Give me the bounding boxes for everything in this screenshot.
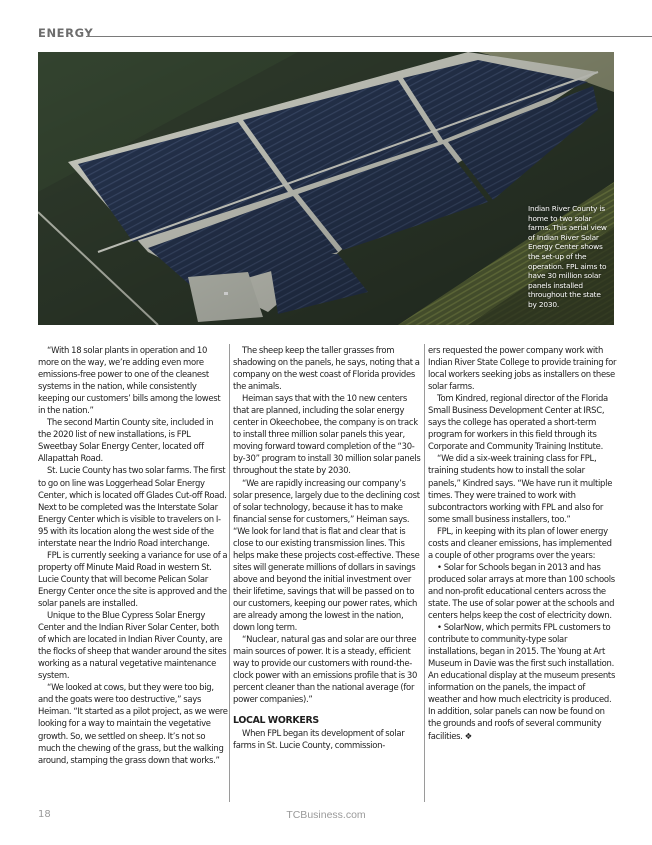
- bullet-item: • Solar for Schools began in 2013 and has produced solar arrays at more than 100 schools and non-profit educational centers across the state. The use of solar power at the schools and centers helps keep the cost of electricity down.: [428, 561, 615, 621]
- section-label: ENERGY: [38, 26, 94, 40]
- paragraph: FPL, in keeping with its plan of lower energy costs and cleaner emissions, has implemented a couple of other programs over the years:: [428, 525, 612, 560]
- article-column-2: [233, 344, 423, 752]
- paragraph: “We are rapidly increasing our company’s solar presence, largely due to the declining cost of solar technology, because it has to make financial sense for customers,” Heiman says. “We look for land that is flat and clear that is close to our existing transmission lines. This helps make these projects cost-effective. These sites will generate millions of dollars in savings above and beyond the initial investment over their lifetime, savings that will be passed on to our customers, keeping our power rates, which are already among the lowest in the nation, down long term.: [233, 477, 420, 633]
- paragraph: “We did a six-week training class for FPL, training students how to install the solar panels,” Kindred says. “We have run it multiple times. They were trained to work with subcontractors working with FPL and also for some small business installers, too.”: [428, 453, 613, 524]
- paragraph: ers requested the power company work with Indian River State College to provide training for local workers seeking jobs as installers on these solar farms.: [428, 345, 617, 392]
- section-header: [38, 26, 652, 42]
- bullet-item: • SolarNow, which permits FPL customers to contribute to community-type solar installations, began in 2015. The Young at Art Museum in Davie was the first such installation. An educational display at the museum presents information on the panels, the impact of weather and how much electricity is produced. In addition, solar panels can now be found on the grounds and roofs of several community facilities. ❖: [428, 622, 616, 741]
- paragraph: The second Martin County site, included in the 2020 list of new installations, is FPL Sweetbay Solar Energy Center, located off Allapattah Road.: [38, 417, 214, 464]
- paragraph: Heiman says that with the 10 new centers that are planned, including the solar energy center in Okeechobee, the company is on track to install three million solar panels this year, moving forward toward completion of the “30-by-30” program to install 30 million solar panels throughout the state by 2030.: [233, 393, 421, 476]
- paragraph: FPL is currently seeking a variance for use of a property off Minute Maid Road in western St. Lucie County that will become Pelican Solar Energy Center once the site is approved and the solar panels are installed.: [38, 549, 228, 608]
- aerial-photo: [38, 52, 614, 325]
- article-column-3: [428, 344, 618, 742]
- paragraph: “Nuclear, natural gas and solar are our three main sources of power. It is a steady, efficient way to provide our customers with round-the-clock power with an emissions profile that is 30 percent cleaner than the national average (for power companies).”: [233, 634, 418, 705]
- paragraph: Tom Kindred, regional director of the Florida Small Business Development Center at IRSC, says the college has operated a short-term program for workers in this field through its Corporate and Community Training Institute.: [428, 393, 608, 452]
- paragraph: When FPL began its development of solar farms in St. Lucie County, commission-: [233, 728, 405, 751]
- paragraph: St. Lucie County has two solar farms. The first to go on line was Loggerhead Solar Energy Center, which is located off Glades Cut-off Road. Next to be completed was the Interstate Solar Energy Center which is visible to travelers on I-95 with its location along the west side of the interstate near the Indrio Road interchange.: [38, 465, 227, 548]
- column-divider: [229, 344, 230, 802]
- footer-site-link[interactable]: TCBusiness.com: [286, 809, 366, 821]
- paragraph: Unique to the Blue Cypress Solar Energy Center and the Indian River Solar Center, both of which are located in Indian River County, are the flocks of sheep that wander around the sites working as a natural vegetative maintenance system.: [38, 610, 227, 681]
- page-number: 18: [38, 809, 51, 820]
- paragraph: “We looked at cows, but they were too big, and the goats were too destructive,” says Heiman. “It started as a pilot project, as we were looking for a way to maintain the vegetative growth. So, we settled on sheep. It’s not so much the chewing of the grass, but the walking around, stamping the grass down that works.”: [38, 682, 228, 765]
- subheading-local-workers: LOCAL WORKERS: [233, 715, 319, 727]
- paragraph: “With 18 solar plants in operation and 10 more on the way, we’re adding even more emissions-free power to one of the cleanest systems in the nation, while consistently keeping our customers’ bills among the lowest in the nation.”: [38, 345, 221, 416]
- paragraph: The sheep keep the taller grasses from shadowing on the panels, he says, noting that a company on the west coast of Florida provides the animals.: [233, 345, 420, 392]
- column-divider: [424, 344, 425, 802]
- article-column-1: [38, 344, 228, 766]
- section-rule: [86, 36, 652, 37]
- photo-caption: Indian River County is home to two solar farms. This aerial view of Indian River Solar Energy Center shows the set-up of the operation. FPL aims to have 30 million solar panels installed throughout the state by 2030.: [528, 204, 607, 309]
